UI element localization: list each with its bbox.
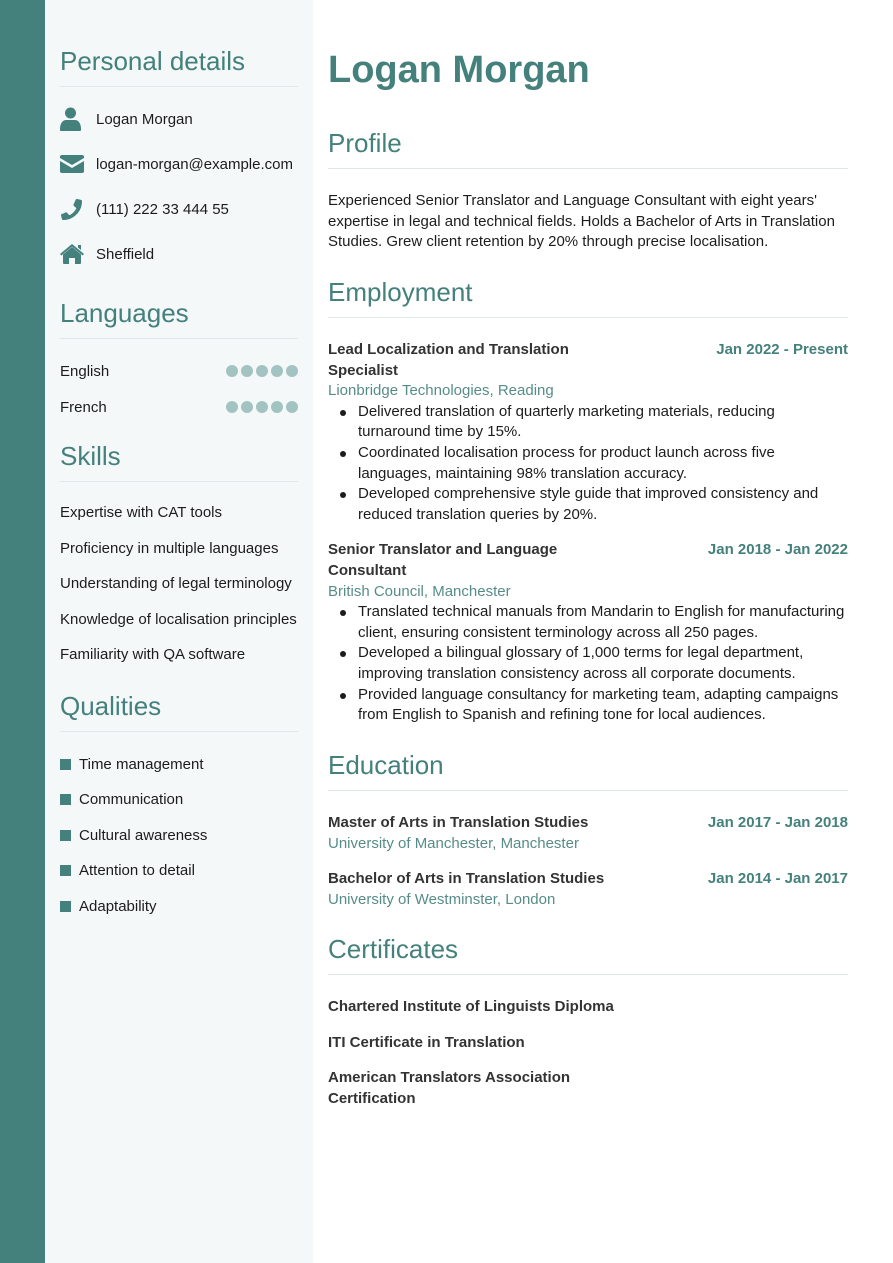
section-title-employment: Employment xyxy=(328,277,473,307)
certificate-item: American Translators Association Certification xyxy=(328,1069,571,1107)
section-divider xyxy=(60,481,298,482)
job-bullet: Translated technical manuals from Mandarin to English for manufacturing client, ensuring consistent terminology across all 250 pages. xyxy=(328,602,848,643)
level-dot xyxy=(241,365,253,377)
phone-icon xyxy=(60,197,84,221)
job-bullet: Developed comprehensive style guide that improved consistency and reduced translation queries by 20%. xyxy=(328,484,848,525)
personal-name: Logan Morgan xyxy=(96,110,193,128)
education-dates: Jan 2014 - Jan 2017 xyxy=(707,870,848,888)
school-name: University of Manchester, Manchester xyxy=(328,834,579,852)
job-dates: Jan 2022 - Present xyxy=(716,341,848,358)
user-icon xyxy=(60,107,84,131)
job-bullet: Coordinated localisation process for product launch across five languages, maintaining 98% translation accuracy. xyxy=(328,443,848,484)
level-dot xyxy=(256,401,268,413)
education-dates: Jan 2017 - Jan 2018 xyxy=(707,814,848,831)
job-bullets xyxy=(328,402,848,526)
personal-email[interactable]: logan-morgan@example.com xyxy=(96,155,293,173)
quality-label: Time management xyxy=(79,755,204,773)
personal-phone-row xyxy=(60,199,298,219)
section-title-qualities: Qualities xyxy=(60,691,162,721)
quality-item xyxy=(60,825,298,845)
square-bullet-icon xyxy=(60,830,71,841)
square-bullet-icon xyxy=(60,865,71,876)
education-entry xyxy=(328,813,848,854)
skill-item: Familiarity with QA software xyxy=(60,646,246,664)
quality-item xyxy=(60,754,298,774)
section-divider xyxy=(328,317,848,318)
job-title: Lead Localization and Translation Specialist xyxy=(328,341,569,379)
job-entry xyxy=(328,340,848,525)
section-divider xyxy=(60,338,298,339)
personal-name-row xyxy=(60,109,298,129)
language-item xyxy=(60,397,298,417)
degree-title: Bachelor of Arts in Translation Studies xyxy=(328,870,605,888)
quality-label: Adaptability xyxy=(79,897,157,915)
sidebar xyxy=(45,0,313,1263)
square-bullet-icon xyxy=(60,759,71,770)
degree-title: Master of Arts in Translation Studies xyxy=(328,814,589,831)
personal-details-section xyxy=(60,46,298,289)
job-bullet: Provided language consultancy for marketing team, adapting campaigns from English to Spanish and refining tone for local audiences. xyxy=(328,685,848,726)
level-dot xyxy=(241,401,253,413)
job-bullet: Delivered translation of quarterly marketing materials, reducing turnaround time by 15%. xyxy=(328,402,848,443)
quality-item xyxy=(60,861,298,881)
section-title-profile: Profile xyxy=(328,128,402,158)
language-level-dots xyxy=(226,401,298,413)
personal-phone[interactable]: (111) 222 33 444 55 xyxy=(96,200,229,218)
job-company: British Council, Manchester xyxy=(328,582,511,600)
quality-label: Communication xyxy=(79,791,184,809)
section-title-certificates: Certificates xyxy=(328,934,459,964)
education-section xyxy=(328,750,848,910)
level-dot xyxy=(286,401,298,413)
skill-item: Knowledge of localisation principles xyxy=(60,610,297,628)
language-name: English xyxy=(60,362,110,380)
qualities-section xyxy=(60,691,298,932)
section-title-education: Education xyxy=(328,750,444,780)
job-company: Lionbridge Technologies, Reading xyxy=(328,382,554,400)
skill-item: Expertise with CAT tools xyxy=(60,504,223,521)
job-entry xyxy=(328,540,848,725)
employment-section xyxy=(328,277,848,726)
personal-location-row xyxy=(60,244,298,264)
profile-section xyxy=(328,128,848,253)
job-dates: Jan 2018 - Jan 2022 xyxy=(707,541,848,559)
skill-item: Understanding of legal terminology xyxy=(60,575,292,593)
section-title-skills: Skills xyxy=(60,441,121,471)
job-title: Senior Translator and Language Consultant xyxy=(328,541,558,579)
job-bullets xyxy=(328,602,848,726)
section-divider xyxy=(328,974,848,975)
home-icon xyxy=(60,242,84,266)
section-divider xyxy=(328,168,848,169)
language-name: French xyxy=(60,398,107,416)
profile-summary: Experienced Senior Translator and Language Consultant with eight years' expertise in legal and technical fields. Holds a Bachelor of Arts in Translation Studies. Grew client retention by 20% through precise localisation. xyxy=(328,192,835,251)
envelope-icon xyxy=(60,152,84,176)
accent-stripe xyxy=(0,0,45,1263)
candidate-name: Logan Morgan xyxy=(328,49,590,91)
level-dot xyxy=(226,401,238,413)
quality-label: Attention to detail xyxy=(79,862,195,880)
quality-item xyxy=(60,896,298,916)
skill-item: Proficiency in multiple languages xyxy=(60,539,279,557)
section-divider xyxy=(328,790,848,791)
section-title-personal-details: Personal details xyxy=(60,46,245,76)
skills-section xyxy=(60,441,298,682)
quality-label: Cultural awareness xyxy=(79,826,208,844)
section-divider xyxy=(60,731,298,732)
level-dot xyxy=(271,365,283,377)
languages-section xyxy=(60,298,298,433)
level-dot xyxy=(286,365,298,377)
square-bullet-icon xyxy=(60,794,71,805)
language-level-dots xyxy=(226,365,298,377)
certificate-item: ITI Certificate in Translation xyxy=(328,1033,525,1051)
level-dot xyxy=(256,365,268,377)
certificates-section xyxy=(328,934,848,1124)
personal-email-row xyxy=(60,154,298,174)
level-dot xyxy=(226,365,238,377)
job-bullet: Developed a bilingual glossary of 1,000 terms for legal department, improving translation consistency across all corporate documents. xyxy=(328,643,848,684)
education-entry xyxy=(328,869,848,910)
section-title-languages: Languages xyxy=(60,298,189,328)
section-divider xyxy=(60,86,298,87)
level-dot xyxy=(271,401,283,413)
quality-item xyxy=(60,790,298,810)
certificate-item: Chartered Institute of Linguists Diploma xyxy=(328,998,614,1015)
language-item xyxy=(60,361,298,381)
square-bullet-icon xyxy=(60,901,71,912)
personal-location: Sheffield xyxy=(96,245,155,263)
school-name: University of Westminster, London xyxy=(328,890,556,908)
